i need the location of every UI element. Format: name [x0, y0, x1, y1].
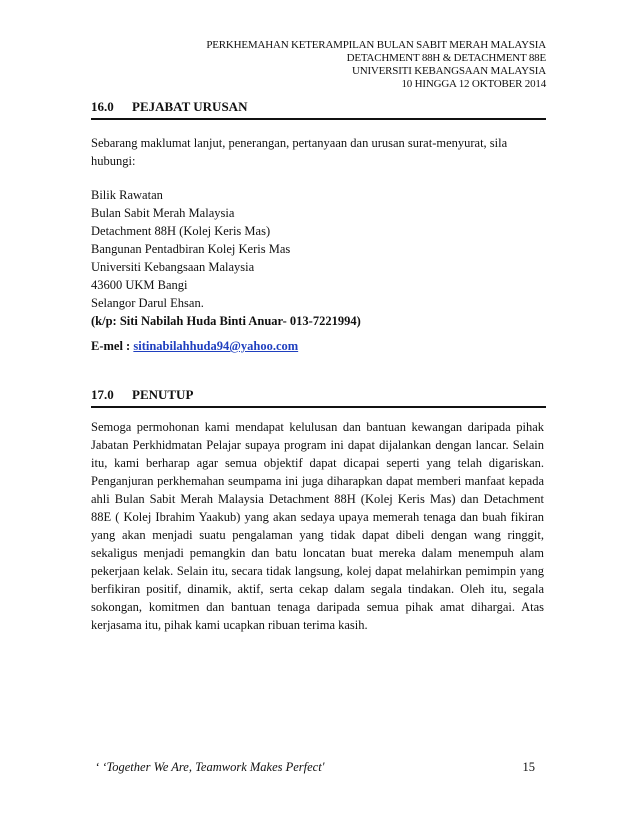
- address-block: [91, 186, 544, 330]
- page-footer: [95, 760, 535, 775]
- footer-motto: ‘ ‘Together We Are, Teamwork Makes Perfect': [95, 760, 325, 774]
- section-16-number: 16.0: [91, 99, 114, 114]
- section-16-intro: Sebarang maklumat lanjut, penerangan, pertanyaan dan urusan surat-menyurat, sila hubungi:: [91, 136, 508, 168]
- page-header: [126, 39, 546, 91]
- section-17-heading: [91, 387, 546, 408]
- email-line: [91, 337, 544, 355]
- address-line: Universiti Kebangsaan Malaysia: [91, 260, 255, 274]
- header-line-3: UNIVERSITI KEBANGSAAN MALAYSIA: [351, 65, 546, 77]
- address-line: Bangunan Pentadbiran Kolej Keris Mas: [91, 242, 291, 256]
- address-line: Bulan Sabit Merah Malaysia: [91, 206, 235, 220]
- address-line: Selangor Darul Ehsan.: [91, 296, 204, 310]
- address-line: 43600 UKM Bangi: [91, 278, 188, 292]
- header-line-4: 10 HINGGA 12 OKTOBER 2014: [401, 78, 546, 90]
- header-line-1: PERKHEMAHAN KETERAMPILAN BULAN SABIT MERAH MALAYSIA: [206, 39, 546, 51]
- contact-person: (k/p: Siti Nabilah Huda Binti Anuar- 013-7221994): [91, 314, 361, 328]
- email-link[interactable]: sitinabilahhuda94@yahoo.com: [133, 339, 299, 353]
- page-number: 15: [522, 760, 535, 774]
- header-line-2: DETACHMENT 88H & DETACHMENT 88E: [346, 52, 546, 64]
- section-17-title: PENUTUP: [132, 387, 194, 402]
- section-17-number: 17.0: [91, 387, 114, 402]
- section-16-heading: [91, 99, 546, 120]
- address-line: Bilik Rawatan: [91, 188, 163, 202]
- address-line: Detachment 88H (Kolej Keris Mas): [91, 224, 271, 238]
- closing-paragraph: Semoga permohonan kami mendapat kelulusan dan bantuan kewangan daripada pihak Jabatan Perkhidmatan Pelajar supaya program ini dapat dijalankan dengan lancar. Selain itu, kami berharap agar semua objektif dapat dicapai seperti yang telah digariskan. Penganjuran perkhemahan seumpama ini juga diharapkan dapat memberi manfaat kepada ahli Bulan Sabit Merah Malaysia Detachment 88H (Kolej Keris Mas) dan Detachment 88E ( Kolej Ibrahim Yaakub) yang akan sedaya upaya memerah tenaga dan buah fikiran yang akan menjadi suatu pengalaman yang tidak dapat dibeli dengan wang ringgit, sekaligus menjadi pemangkin dan batu loncatan buat mereka dalam menempuh alam pekerjaan kelak. Selain itu, secara tidak langsung, kolej dapat melahirkan pemimpin yang berfikiran positif, dinamik, aktif, serta cekap dalam segala tindakan. Oleh itu, segala sokongan, komitmen dan bantuan tenaga daripada semua pihak amat dihargai. Atas kerjasama itu, pihak kami ucapkan ribuan terima kasih.: [91, 420, 544, 632]
- email-label: E-mel :: [91, 339, 134, 353]
- section-16-title: PEJABAT URUSAN: [132, 99, 248, 114]
